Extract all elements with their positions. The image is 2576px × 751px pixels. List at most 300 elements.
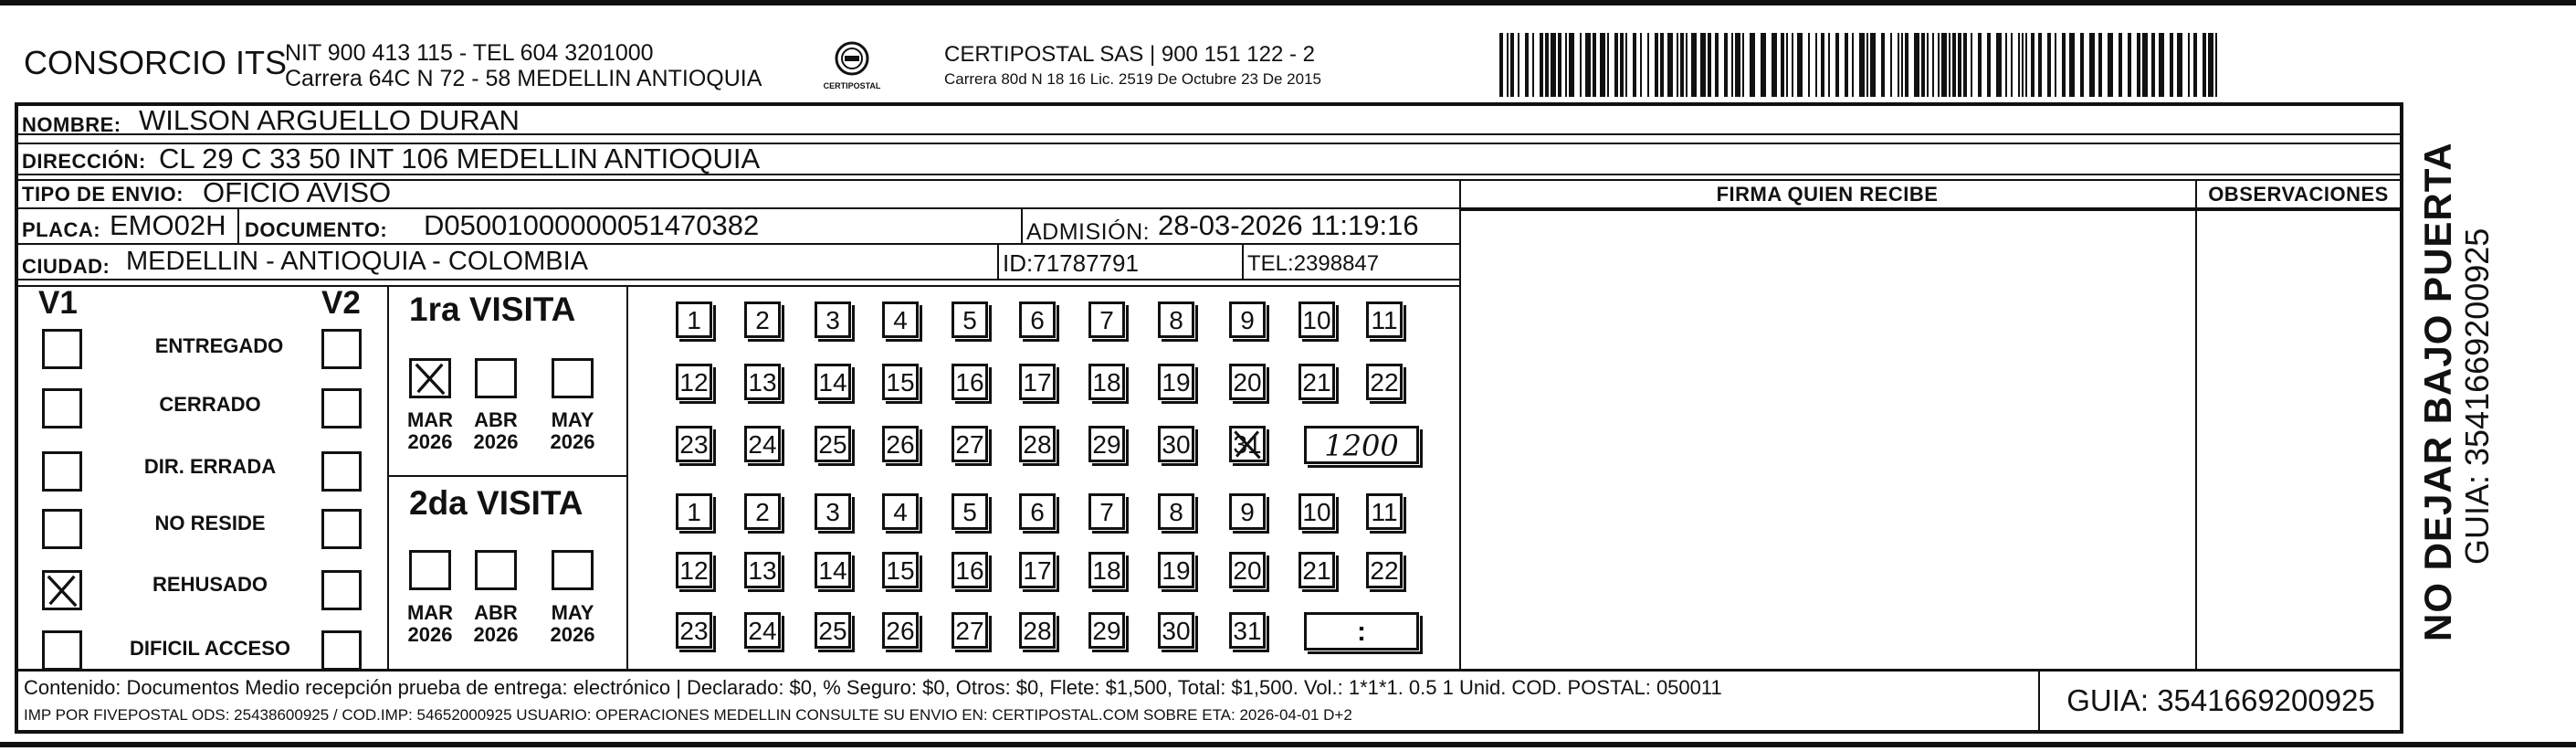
barcode-bar bbox=[1518, 33, 1519, 97]
day-number: 5 bbox=[962, 498, 977, 526]
first-visit-day-23[interactable] bbox=[676, 426, 712, 462]
barcode-bar bbox=[1691, 33, 1697, 97]
day-number: 25 bbox=[818, 430, 847, 459]
barcode-bar bbox=[1580, 33, 1582, 97]
barcode-bar bbox=[1890, 33, 1892, 97]
barcode-bar bbox=[1786, 33, 1788, 97]
barcode-bar bbox=[2069, 33, 2075, 97]
day-number: 18 bbox=[1092, 368, 1121, 397]
certipostal-logo bbox=[820, 40, 884, 97]
barcode-bar bbox=[1660, 33, 1664, 97]
carrier-line-1: CERTIPOSTAL SAS | 900 151 122 - 2 bbox=[944, 42, 1315, 67]
barcode-bar bbox=[1655, 33, 1658, 97]
barcode-bar bbox=[1914, 33, 1919, 97]
second-visit-day-31[interactable] bbox=[1229, 612, 1266, 649]
documento-label: DOCUMENTO: bbox=[245, 218, 388, 241]
month-name: MAR bbox=[406, 408, 454, 431]
second-visit-day-19[interactable] bbox=[1158, 552, 1194, 588]
first-visit-day-14[interactable] bbox=[815, 364, 851, 400]
second-visit-day-27[interactable] bbox=[952, 612, 988, 649]
first-visit-day-28[interactable] bbox=[1019, 426, 1056, 462]
barcode-bar bbox=[2137, 33, 2140, 97]
barcode-bar bbox=[2177, 33, 2182, 97]
second-visit-day-28[interactable] bbox=[1019, 612, 1056, 649]
v2-checkbox-no-reside[interactable] bbox=[321, 509, 362, 549]
month-year: 2026 bbox=[550, 430, 595, 453]
day-number: 2 bbox=[755, 498, 770, 526]
ciudad-value: MEDELLIN - ANTIOQUIA - COLOMBIA bbox=[126, 247, 588, 276]
nombre-label: NOMBRE: bbox=[22, 113, 121, 136]
barcode-bar bbox=[1941, 33, 1947, 97]
first-visit-day-1[interactable] bbox=[676, 301, 712, 338]
second-visit-time-value: : bbox=[1357, 617, 1366, 647]
carrier-line-2: Carrera 80d N 18 16 Lic. 2519 De Octubre 23 De 2015 bbox=[944, 70, 1321, 88]
barcode-bar bbox=[1551, 33, 1556, 97]
barcode-bar bbox=[1731, 33, 1733, 97]
day-number: 6 bbox=[1030, 498, 1045, 526]
second-visit-day-6[interactable] bbox=[1019, 493, 1056, 530]
barcode-bar bbox=[1808, 33, 1810, 97]
day-number: 11 bbox=[1371, 306, 1398, 334]
state-label: DIFICIL ACCESO bbox=[129, 637, 290, 660]
barcode-bar bbox=[1600, 33, 1605, 97]
barcode-bar bbox=[1898, 33, 1899, 97]
first-visit-day-20[interactable] bbox=[1229, 364, 1266, 400]
day-number: 15 bbox=[886, 556, 915, 585]
v1-header: V1 bbox=[38, 285, 78, 321]
second-visit-day-4[interactable] bbox=[882, 493, 919, 530]
barcode-bar bbox=[1510, 33, 1514, 97]
day-number: 15 bbox=[886, 368, 915, 397]
first-visit-day-10[interactable] bbox=[1299, 301, 1335, 338]
second-visit-day-10[interactable] bbox=[1299, 493, 1335, 530]
barcode-bar bbox=[1742, 33, 1744, 97]
barcode-bar bbox=[1963, 33, 1967, 97]
barcode-bar bbox=[1750, 33, 1755, 97]
day-number: 23 bbox=[679, 617, 709, 645]
first-visit-day-2[interactable] bbox=[744, 301, 781, 338]
second-visit-day-3[interactable] bbox=[815, 493, 851, 530]
admision-label: ADMISIÓN: bbox=[1026, 219, 1151, 245]
day-number: 31 bbox=[1233, 617, 1262, 645]
v2-checkbox-dir-errada[interactable] bbox=[321, 451, 362, 492]
second-visit-month-label bbox=[464, 602, 528, 646]
first-visit-time[interactable] bbox=[1304, 426, 1419, 464]
ciudad-label: CIUDAD: bbox=[22, 255, 110, 278]
barcode-bar bbox=[1996, 33, 2002, 97]
day-number: 4 bbox=[893, 306, 908, 334]
second-visit-day-23[interactable] bbox=[676, 612, 712, 649]
first-visit-title: 1ra VISITA bbox=[409, 291, 576, 328]
first-visit-month-label bbox=[464, 409, 528, 453]
second-visit-day-17[interactable] bbox=[1019, 552, 1056, 588]
sender-nit: NIT 900 413 115 - TEL 604 3201000 bbox=[285, 40, 654, 66]
barcode bbox=[1499, 33, 2225, 97]
first-visit-day-15[interactable] bbox=[882, 364, 919, 400]
second-visit-day-26[interactable] bbox=[882, 612, 919, 649]
second-visit-day-18[interactable] bbox=[1088, 552, 1125, 588]
second-visit-day-9[interactable] bbox=[1229, 493, 1266, 530]
barcode-bar bbox=[1593, 33, 1596, 97]
logo-caption: CERTIPOSTAL bbox=[823, 81, 881, 90]
barcode-bar bbox=[1735, 33, 1740, 97]
barcode-bar bbox=[1866, 33, 1868, 97]
day-number: 26 bbox=[886, 430, 915, 459]
day-number: 12 bbox=[679, 368, 709, 397]
second-visit-day-8[interactable] bbox=[1158, 493, 1194, 530]
day-number: 8 bbox=[1169, 306, 1183, 334]
barcode-bar bbox=[1815, 33, 1817, 97]
barcode-bar bbox=[1625, 33, 1627, 97]
first-visit-day-3[interactable] bbox=[815, 301, 851, 338]
month-year: 2026 bbox=[473, 623, 519, 646]
v1-checkbox-dificil-acceso[interactable] bbox=[42, 630, 82, 671]
first-visit-day-17[interactable] bbox=[1019, 364, 1056, 400]
barcode-bar bbox=[1949, 33, 1950, 97]
observaciones-header: OBSERVACIONES bbox=[2208, 183, 2389, 206]
day-number: 4 bbox=[893, 498, 908, 526]
id-value: 71787791 bbox=[1033, 249, 1139, 277]
first-visit-day-22[interactable] bbox=[1366, 364, 1403, 400]
second-visit-month-label bbox=[398, 602, 462, 646]
footer-guia: GUIA: 3541669200925 bbox=[2066, 683, 2375, 717]
barcode-bar bbox=[2215, 33, 2217, 97]
barcode-bar bbox=[2047, 33, 2051, 97]
first-visit-day-21[interactable] bbox=[1299, 364, 1335, 400]
day-number: 17 bbox=[1023, 368, 1052, 397]
first-visit-day-19[interactable] bbox=[1158, 364, 1194, 400]
first-visit-day-6[interactable] bbox=[1019, 301, 1056, 338]
tel-field bbox=[1247, 251, 1379, 277]
day-number: 19 bbox=[1162, 368, 1191, 397]
barcode-bar bbox=[2080, 33, 2084, 97]
day-number: 21 bbox=[1302, 556, 1331, 585]
first-visit-day-9[interactable] bbox=[1229, 301, 1266, 338]
day-number: 23 bbox=[679, 430, 709, 459]
month-year: 2026 bbox=[407, 430, 453, 453]
barcode-bar bbox=[2025, 33, 2027, 97]
first-visit-day-18[interactable] bbox=[1088, 364, 1125, 400]
barcode-bar bbox=[2038, 33, 2042, 97]
barcode-bar bbox=[1761, 33, 1766, 97]
second-visit-title: 2da VISITA bbox=[409, 484, 584, 522]
barcode-bar bbox=[1905, 33, 1908, 97]
barcode-bar bbox=[2188, 33, 2190, 97]
first-visit-day-27[interactable] bbox=[952, 426, 988, 462]
day-number: 10 bbox=[1302, 306, 1331, 334]
day-number: 21 bbox=[1302, 368, 1331, 397]
first-visit-day-7[interactable] bbox=[1088, 301, 1125, 338]
first-visit-day-16[interactable] bbox=[952, 364, 988, 400]
barcode-bar bbox=[1835, 33, 1839, 97]
barcode-bar bbox=[2128, 33, 2131, 97]
barcode-bar bbox=[1958, 33, 1961, 97]
second-visit-day-25[interactable] bbox=[815, 612, 851, 649]
tipo-envio-value: OFICIO AVISO bbox=[203, 176, 392, 208]
state-label: REHUSADO bbox=[152, 573, 268, 596]
barcode-bar bbox=[1633, 33, 1636, 97]
second-visit-day-22[interactable] bbox=[1366, 552, 1403, 588]
first-visit-day-5[interactable] bbox=[952, 301, 988, 338]
month-year: 2026 bbox=[407, 623, 453, 646]
first-visit-day-31[interactable] bbox=[1229, 426, 1266, 462]
barcode-bar bbox=[1647, 33, 1649, 97]
sender-name: CONSORCIO ITS bbox=[24, 44, 288, 81]
first-visit-day-13[interactable] bbox=[744, 364, 781, 400]
second-visit-month-abr[interactable] bbox=[475, 550, 517, 590]
barcode-bar bbox=[2208, 33, 2213, 97]
tel-label: TEL: bbox=[1247, 251, 1294, 276]
barcode-bar bbox=[1938, 33, 1940, 97]
state-label: CERRADO bbox=[159, 393, 261, 416]
barcode-bar bbox=[1828, 33, 1830, 97]
barcode-bar bbox=[1927, 33, 1929, 97]
day-number: 13 bbox=[748, 556, 777, 585]
day-number: 16 bbox=[955, 556, 984, 585]
v1-checkbox-no-reside[interactable] bbox=[42, 509, 82, 549]
day-number: 14 bbox=[818, 556, 847, 585]
second-visit-month-label bbox=[541, 602, 605, 646]
check-mark-icon bbox=[412, 361, 448, 396]
barcode-bar bbox=[1545, 33, 1549, 97]
day-number: 20 bbox=[1233, 368, 1262, 397]
first-visit-month-mar[interactable] bbox=[409, 358, 451, 398]
second-visit-day-16[interactable] bbox=[952, 552, 988, 588]
barcode-bar bbox=[2193, 33, 2197, 97]
firma-header: FIRMA QUIEN RECIBE bbox=[1716, 183, 1939, 206]
day-number: 22 bbox=[1370, 556, 1399, 585]
first-visit-day-12[interactable] bbox=[676, 364, 712, 400]
barcode-bar bbox=[1532, 33, 1534, 97]
barcode-bar bbox=[1921, 33, 1925, 97]
day-number: 30 bbox=[1162, 617, 1191, 645]
barcode-bar bbox=[2159, 33, 2164, 97]
first-visit-day-30[interactable] bbox=[1158, 426, 1194, 462]
day-number: 20 bbox=[1233, 556, 1262, 585]
v1-checkbox-dir-errada[interactable] bbox=[42, 451, 82, 492]
barcode-bar bbox=[2108, 33, 2113, 97]
placa-value: EMO02H bbox=[110, 209, 226, 241]
day-number: 22 bbox=[1370, 368, 1399, 397]
day-number: 17 bbox=[1023, 556, 1052, 585]
second-visit-day-24[interactable] bbox=[744, 612, 781, 649]
v2-checkbox-dificil-acceso[interactable] bbox=[321, 630, 362, 671]
day-number: 27 bbox=[955, 430, 984, 459]
barcode-bar bbox=[1821, 33, 1824, 97]
barcode-bar bbox=[1614, 33, 1618, 97]
direccion-label: DIRECCIÓN: bbox=[22, 150, 146, 173]
top-rule bbox=[0, 0, 2576, 5]
state-label: NO RESIDE bbox=[154, 512, 266, 534]
day-number: 7 bbox=[1099, 498, 1114, 526]
barcode-bar bbox=[1797, 33, 1803, 97]
month-name: MAY bbox=[551, 601, 594, 624]
second-visit-day-7[interactable] bbox=[1088, 493, 1125, 530]
first-visit-day-24[interactable] bbox=[744, 426, 781, 462]
barcode-bar bbox=[1620, 33, 1624, 97]
day-number: 3 bbox=[825, 498, 840, 526]
barcode-bar bbox=[1569, 33, 1574, 97]
second-visit-day-12[interactable] bbox=[676, 552, 712, 588]
observations-area[interactable] bbox=[2197, 211, 2402, 669]
day-number: 16 bbox=[955, 368, 984, 397]
barcode-bar bbox=[1585, 33, 1591, 97]
direccion-value: CL 29 C 33 50 INT 106 MEDELLIN ANTIOQUIA bbox=[159, 143, 761, 175]
day-number: 24 bbox=[748, 617, 777, 645]
day-number: 7 bbox=[1099, 306, 1114, 334]
day-number: 2 bbox=[755, 306, 770, 334]
month-name: ABR bbox=[474, 601, 518, 624]
barcode-bar bbox=[2151, 33, 2155, 97]
day-number: 8 bbox=[1169, 498, 1183, 526]
day-number: 1 bbox=[687, 306, 701, 334]
v2-checkbox-entregado[interactable] bbox=[321, 329, 362, 369]
day-number: 19 bbox=[1162, 556, 1191, 585]
barcode-bar bbox=[1845, 33, 1848, 97]
day-number: 29 bbox=[1092, 430, 1121, 459]
barcode-bar bbox=[2098, 33, 2102, 97]
barcode-bar bbox=[1499, 33, 1503, 97]
day-number: 24 bbox=[748, 430, 777, 459]
month-name: MAY bbox=[551, 408, 594, 431]
state-label: ENTREGADO bbox=[154, 334, 284, 357]
day-number: 28 bbox=[1023, 617, 1052, 645]
barcode-bar bbox=[1870, 33, 1876, 97]
month-name: ABR bbox=[474, 408, 518, 431]
barcode-bar bbox=[2018, 33, 2020, 97]
month-year: 2026 bbox=[473, 430, 519, 453]
day-number: 12 bbox=[679, 556, 709, 585]
second-visit-time[interactable] bbox=[1304, 612, 1419, 651]
day-number: 29 bbox=[1092, 617, 1121, 645]
second-visit-day-14[interactable] bbox=[815, 552, 851, 588]
barcode-bar bbox=[1987, 33, 1991, 97]
barcode-bar bbox=[1724, 33, 1728, 97]
barcode-bar bbox=[1932, 33, 1934, 97]
first-visit-time-value: 1200 bbox=[1324, 428, 1399, 463]
barcode-bar bbox=[1901, 33, 1903, 97]
barcode-bar bbox=[2055, 33, 2056, 97]
id-field bbox=[1003, 249, 1139, 278]
first-visit-day-11[interactable] bbox=[1366, 301, 1403, 338]
barcode-bar bbox=[1680, 33, 1684, 97]
day-number: 5 bbox=[962, 306, 977, 334]
barcode-bar bbox=[1677, 33, 1678, 97]
month-year: 2026 bbox=[550, 623, 595, 646]
first-visit-month-may[interactable] bbox=[552, 358, 594, 398]
barcode-bar bbox=[2062, 33, 2066, 97]
check-mark-icon bbox=[1232, 428, 1263, 460]
second-visit-day-1[interactable] bbox=[676, 493, 712, 530]
barcode-bar bbox=[1781, 33, 1784, 97]
sender-address: Carrera 64C N 72 - 58 MEDELLIN ANTIOQUIA bbox=[285, 66, 762, 91]
barcode-bar bbox=[1558, 33, 1561, 97]
barcode-bar bbox=[1881, 33, 1885, 97]
day-number: 11 bbox=[1371, 498, 1398, 526]
day-number: 10 bbox=[1302, 498, 1331, 526]
barcode-bar bbox=[1708, 33, 1711, 97]
footer-line-2: IMP POR FIVEPOSTAL ODS: 25438600925 / COD.IMP: 54652000925 USUARIO: OPERACIONES MEDELLIN CONSULTE SU ENVIO EN: CERTIPOSTAL.COM SOBRE ETA: 2026-04-01 D+2 bbox=[24, 706, 1352, 724]
second-visit-day-2[interactable] bbox=[744, 493, 781, 530]
second-visit-day-13[interactable] bbox=[744, 552, 781, 588]
second-visit-day-21[interactable] bbox=[1299, 552, 1335, 588]
second-visit-day-11[interactable] bbox=[1366, 493, 1403, 530]
v1-checkbox-cerrado[interactable] bbox=[42, 388, 82, 428]
second-visit-month-mar[interactable] bbox=[409, 550, 451, 590]
second-visit-day-15[interactable] bbox=[882, 552, 919, 588]
first-visit-day-4[interactable] bbox=[882, 301, 919, 338]
barcode-bar bbox=[1971, 33, 1972, 97]
day-number: 9 bbox=[1240, 306, 1255, 334]
day-number: 14 bbox=[818, 368, 847, 397]
second-visit-day-30[interactable] bbox=[1158, 612, 1194, 649]
v2-checkbox-rehusado[interactable] bbox=[321, 570, 362, 610]
month-name: MAR bbox=[406, 601, 454, 624]
v1-checkbox-entregado[interactable] bbox=[42, 329, 82, 369]
first-visit-day-29[interactable] bbox=[1088, 426, 1125, 462]
second-visit-month-may[interactable] bbox=[552, 550, 594, 590]
barcode-bar bbox=[2142, 33, 2148, 97]
day-number: 28 bbox=[1023, 430, 1052, 459]
first-visit-day-25[interactable] bbox=[815, 426, 851, 462]
v2-checkbox-cerrado[interactable] bbox=[321, 388, 362, 428]
day-number: 3 bbox=[825, 306, 840, 334]
barcode-bar bbox=[1686, 33, 1688, 97]
bottom-rule bbox=[0, 742, 2576, 747]
day-number: 31 bbox=[1233, 430, 1262, 459]
v1-checkbox-rehusado[interactable] bbox=[42, 570, 82, 610]
second-visit-day-20[interactable] bbox=[1229, 552, 1266, 588]
day-number: 18 bbox=[1092, 556, 1121, 585]
no-dejar-bajo-puerta: NO DEJAR BAJO PUERTA bbox=[2416, 142, 2459, 641]
barcode-bar bbox=[1792, 33, 1793, 97]
barcode-bar bbox=[2203, 33, 2206, 97]
barcode-bar bbox=[1507, 33, 1509, 97]
first-visit-day-26[interactable] bbox=[882, 426, 919, 462]
barcode-bar bbox=[1667, 33, 1673, 97]
v2-header: V2 bbox=[321, 285, 361, 321]
signature-area[interactable] bbox=[1461, 211, 2195, 669]
barcode-bar bbox=[2089, 33, 2095, 97]
second-visit-day-29[interactable] bbox=[1088, 612, 1125, 649]
barcode-bar bbox=[1952, 33, 1956, 97]
day-number: 1 bbox=[687, 498, 701, 526]
barcode-bar bbox=[1525, 33, 1529, 97]
placa-label: PLACA: bbox=[22, 218, 101, 241]
day-number: 26 bbox=[886, 617, 915, 645]
barcode-bar bbox=[2022, 33, 2024, 97]
barcode-bar bbox=[2170, 33, 2173, 97]
barcode-bar bbox=[2011, 33, 2013, 97]
first-visit-month-abr[interactable] bbox=[475, 358, 517, 398]
barcode-bar bbox=[1640, 33, 1642, 97]
barcode-bar bbox=[1859, 33, 1865, 97]
tipo-envio-label: TIPO DE ENVIO: bbox=[22, 183, 184, 206]
first-visit-month-label bbox=[398, 409, 462, 453]
second-visit-day-5[interactable] bbox=[952, 493, 988, 530]
tel-value: 2398847 bbox=[1293, 251, 1380, 276]
barcode-bar bbox=[2119, 33, 2122, 97]
barcode-bar bbox=[1978, 33, 1982, 97]
day-number: 6 bbox=[1030, 306, 1045, 334]
barcode-bar bbox=[1565, 33, 1567, 97]
barcode-bar bbox=[2005, 33, 2007, 97]
admision-value: 28-03-2026 11:19:16 bbox=[1158, 209, 1419, 241]
day-number: 13 bbox=[748, 368, 777, 397]
first-visit-day-8[interactable] bbox=[1158, 301, 1194, 338]
barcode-bar bbox=[1852, 33, 1854, 97]
day-number: 9 bbox=[1240, 498, 1255, 526]
